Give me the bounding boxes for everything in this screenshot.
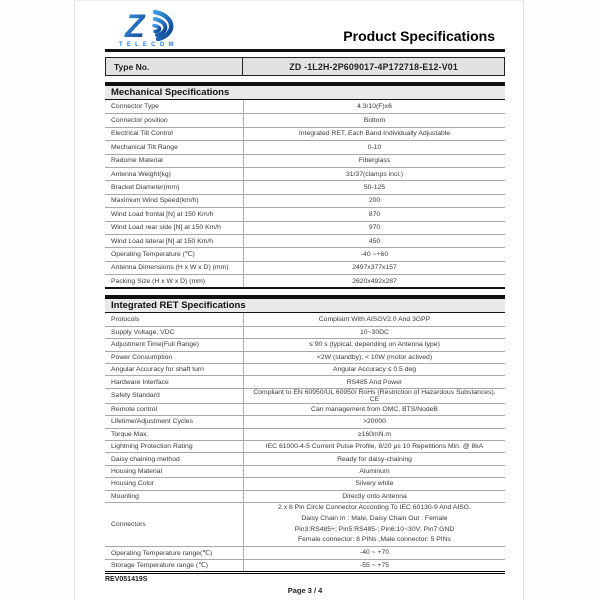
spec-label: Lightning Protection Rating xyxy=(111,443,193,451)
spec-label: Connector Type xyxy=(111,103,159,111)
mechanical-spec-table xyxy=(105,100,505,289)
spec-row xyxy=(105,363,505,375)
page-number: Page 3 / 4 xyxy=(287,585,323,595)
spec-value: Ready for daisy-chaining xyxy=(243,453,505,464)
spec-label: Mechanical Tilt Range xyxy=(111,143,178,151)
spec-label: Connectors xyxy=(111,521,146,529)
spec-label: Torque Max. xyxy=(111,430,149,438)
spec-label: Antenna Weight(kg) xyxy=(111,170,171,178)
spec-value: ≥160mN.m xyxy=(243,429,505,440)
spec-value: 2 x 8 Pin Circle Connector According To IEC 60130-9 And AISG. Daisy Chain In : Male, Daisy Chain Out : Female Pin3:RS485+; Pin5:RS485-; Pin6:10~30V; Pin7:GND Female connector: 8 PINs ,Male connector: 5 PINs xyxy=(243,503,505,546)
spec-label: Hardware Interface xyxy=(111,378,169,386)
spec-label: Housing Color xyxy=(111,480,155,488)
spec-value: 31/37(clamps incl.) xyxy=(243,168,505,180)
spec-row xyxy=(105,180,505,193)
spec-row xyxy=(105,465,505,477)
logo-letter-z: Z xyxy=(125,8,145,41)
section-title-ret: Integrated RET Specifications xyxy=(105,299,505,314)
mechanical-specifications-section xyxy=(105,82,505,289)
spec-label: Supply Voltage, VDC xyxy=(111,329,175,337)
document-title: Product Specifications xyxy=(343,28,495,44)
spec-value: ≤ 90 s (typical, depending on Antenna type) xyxy=(243,339,505,350)
spec-value: 2497x377x157 xyxy=(243,262,505,274)
zd-logo-mark xyxy=(117,7,191,41)
spec-row xyxy=(105,261,505,274)
document-page xyxy=(74,0,524,600)
page-content xyxy=(105,1,505,598)
spec-value: 2620x492x287 xyxy=(243,275,505,287)
spec-value: Fiberglass xyxy=(243,155,505,167)
spec-row xyxy=(105,440,505,452)
spec-label: Daisy chaining method xyxy=(111,455,180,463)
spec-label: Wind Load frontal [N] at 150 Km/h xyxy=(111,210,214,218)
spec-row xyxy=(105,313,505,325)
spec-label: Antenna Dimensions (H x W x D) (mm) xyxy=(111,264,229,272)
logo-arc-inner xyxy=(154,26,160,32)
spec-label: Remote control xyxy=(111,406,158,413)
spec-row xyxy=(105,559,505,571)
spec-value: Bottom xyxy=(243,114,505,126)
spec-value: Angular Accuracy ≤ 0.5 deg xyxy=(243,364,505,375)
spec-value: RS485 And Power xyxy=(243,376,505,387)
spec-label: Bracket Diameter(mm) xyxy=(111,184,180,192)
spec-label: Operating Temperature (℃) xyxy=(111,251,195,259)
spec-label: Wind Load lateral [N] at 150 Km/h xyxy=(111,237,214,245)
spec-value: IEC 61000-4-5 Current Pulse Profile, 8/20 μs 10 Repetitions Min. @ 8kA xyxy=(243,441,505,452)
spec-value: <2W (standby); < 10W (motor actived) xyxy=(243,352,505,363)
spec-label: Power Consumption xyxy=(111,353,173,361)
spec-value: Aluminum xyxy=(243,466,505,477)
spec-row xyxy=(105,140,505,153)
spec-row xyxy=(105,338,505,350)
spec-row xyxy=(105,388,505,403)
spec-label: Mounting xyxy=(111,492,139,500)
revision-label: REV051419S xyxy=(105,575,148,583)
spec-label: Lifetime/Adjustment Cycles xyxy=(111,418,193,426)
spec-label: Wind Load rear side [N] at 150 Km/h xyxy=(111,224,221,232)
page-header xyxy=(105,1,505,52)
spec-label: Housing Material xyxy=(111,467,162,475)
spec-row xyxy=(105,326,505,338)
spec-value: Directly onto Antenna xyxy=(243,491,505,502)
spec-row xyxy=(105,247,505,260)
type-no-value: ZD -1L2H-2P609017-4P172718-E12-V01 xyxy=(289,61,458,72)
spec-row xyxy=(105,221,505,234)
integrated-ret-specifications-section xyxy=(105,295,505,573)
spec-row xyxy=(105,207,505,220)
spec-value: 870 xyxy=(243,208,505,220)
section-title-mechanical: Mechanical Specifications xyxy=(105,86,505,101)
spec-row xyxy=(105,403,505,415)
ret-spec-table xyxy=(105,313,505,573)
spec-row xyxy=(105,502,505,546)
spec-row xyxy=(105,234,505,247)
page-footer xyxy=(105,574,505,598)
spec-row xyxy=(105,154,505,167)
spec-row xyxy=(105,477,505,489)
spec-value: -40 ~+60 xyxy=(243,248,505,260)
spec-label: Packing Size (H x W x D) (mm) xyxy=(111,277,206,285)
spec-label: Radome Material xyxy=(111,157,163,165)
spec-label: Storage Temperature range (℃) xyxy=(111,562,209,570)
spec-row xyxy=(105,546,505,558)
spec-row xyxy=(105,452,505,464)
spec-row xyxy=(105,113,505,126)
spec-value: -40 ~ +70 xyxy=(243,547,505,558)
spec-label: Electrical Tilt Control xyxy=(111,130,173,138)
spec-value: >20000 xyxy=(243,416,505,427)
spec-value: 4.3/10(F)x6 xyxy=(243,100,505,113)
spec-label: Maximum Wind Speed(km/h) xyxy=(111,197,199,205)
spec-value: 10~30DC xyxy=(243,327,505,338)
spec-value: 200 xyxy=(243,195,505,207)
type-no-label: Type No. xyxy=(106,58,243,75)
spec-label: Adjustment Time(Full Range) xyxy=(111,341,200,349)
spec-row xyxy=(105,375,505,387)
spec-label: Connector position xyxy=(111,117,168,125)
spec-value: Silvery white xyxy=(243,478,505,489)
spec-value: Integrated RET, Each Band Individually Adjustable xyxy=(243,128,505,140)
type-no-row xyxy=(105,57,505,76)
spec-row xyxy=(105,490,505,502)
logo-telecom-text: TELECOM xyxy=(119,42,178,48)
spec-value: 0-10 xyxy=(243,141,505,153)
zd-telecom-logo xyxy=(117,7,191,48)
spec-label: Operating Temperature range(℃) xyxy=(111,549,213,557)
spec-value: Compliant to EN 60950/UL 60950/ RoHs (Restriction of Hazardous Substances), CE xyxy=(243,389,505,403)
spec-row xyxy=(105,274,505,287)
spec-row xyxy=(105,194,505,207)
spec-label: Safety Standard xyxy=(111,392,160,400)
spec-value: -55 ~ +75 xyxy=(243,560,505,571)
spec-value: 970 xyxy=(243,222,505,234)
spec-row xyxy=(105,415,505,427)
spec-row xyxy=(105,127,505,140)
spec-row xyxy=(105,428,505,440)
spec-value: 450 xyxy=(243,235,505,247)
spec-row xyxy=(105,167,505,180)
spec-row xyxy=(105,100,505,113)
spec-value: 50-125 xyxy=(243,181,505,193)
spec-value: Compliant With AISGV2.0 And 3GPP xyxy=(243,313,505,325)
spec-value: Can management from OMC, BTS/NodeB xyxy=(243,404,505,415)
spec-label: Angular Accuracy for shaft turn xyxy=(111,366,204,374)
spec-label: Protocols xyxy=(111,316,140,324)
spec-row xyxy=(105,351,505,363)
